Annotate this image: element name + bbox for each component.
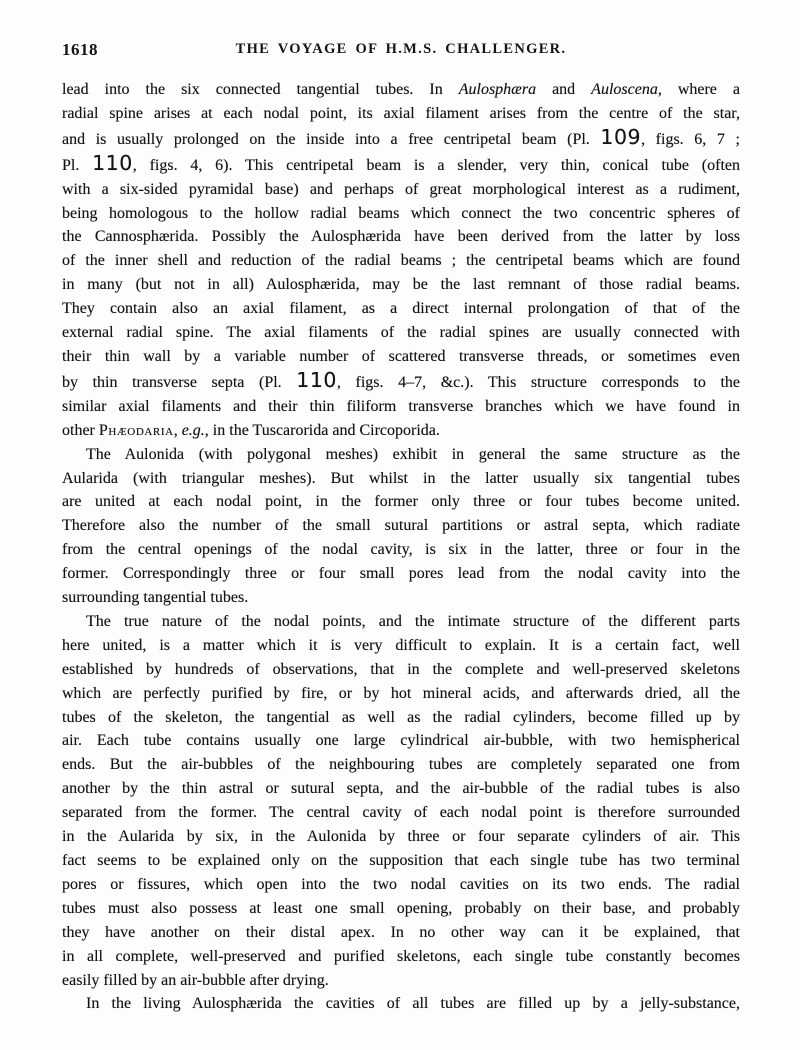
- text-line: [62, 249, 740, 273]
- text-run: which are perfectly purified by fire, or by hot mineral acids, and afterwards dried, all the: [62, 684, 740, 702]
- text-run: other: [62, 421, 99, 439]
- text-run: by thin transverse septa (Pl.: [62, 373, 297, 391]
- paragraph: [62, 443, 740, 610]
- text-run: easily filled by an air-bubble after drying.: [62, 971, 329, 989]
- text-line: [62, 562, 740, 586]
- text-run: The Aulonida (with polygonal meshes) exhibit in general the same structure as the: [86, 445, 740, 463]
- plate-number: 109: [600, 124, 642, 149]
- paragraph: [62, 992, 740, 1016]
- text-line: [62, 490, 740, 514]
- text-run: of the inner shell and reduction of the radial beams ; the centripetal beams which are found: [62, 252, 740, 270]
- text-run: , figs. 4–7, &c.). This structure corresponds to the: [336, 373, 741, 391]
- text-line: [62, 152, 740, 178]
- text-run: They contain also an axial filament, as a direct internal prolongation of that of the: [62, 300, 740, 318]
- text-line: [62, 658, 740, 682]
- text-run: , where a: [657, 81, 740, 98]
- text-line: [62, 825, 740, 849]
- text-line: [62, 395, 740, 419]
- text-line: [62, 777, 740, 801]
- text-line: [62, 273, 740, 297]
- text-run: pores or fissures, which open into the two nodal cavities on its two ends. The radial: [62, 875, 740, 893]
- text-run: with a six-sided pyramidal base) and perhaps of great morphological interest as a rudiment,: [62, 180, 740, 198]
- plate-number: 110: [296, 367, 337, 392]
- text-line: [62, 419, 740, 443]
- text-run: in the Aularida by six, in the Aulonida by three or four separate cylinders of air. This: [62, 828, 740, 846]
- text-run: Therefore also the number of the small sutural partitions or astral septa, which radiate: [62, 517, 740, 535]
- text-line: [62, 873, 740, 897]
- text-run: similar axial filaments and their thin filiform transverse branches which we have found in: [62, 397, 740, 415]
- text-line: [62, 849, 740, 873]
- text-run: The true nature of the nodal points, and the intimate structure of the different parts: [86, 612, 740, 630]
- text-run: the Cannosphærida. Possibly the Aulosphærida have been derived from the latter by loss: [62, 228, 740, 246]
- page-number: 1618: [62, 40, 98, 59]
- text-run: former. Correspondingly three or four small pores lead from the nodal cavity into the: [62, 565, 740, 583]
- text-line: [62, 369, 740, 395]
- text-line: [62, 729, 740, 753]
- text-run: being homologous to the hollow radial beams which connect the two concentric spheres of: [62, 204, 740, 222]
- text-run: In the living Aulosphærida the cavities of all tubes are filled up by a jelly-substance,: [86, 995, 740, 1013]
- text-run: Aularida (with triangular meshes). But whilst in the latter usually six tangential tubes: [62, 469, 740, 487]
- text-line: [62, 586, 740, 610]
- text-run: lead into the six connected tangential tubes. In: [62, 81, 459, 98]
- italic-text: e.g.: [181, 421, 205, 439]
- text-run: they have another on their distal apex. In no other way can it be explained, that: [62, 923, 740, 941]
- text-line: [62, 345, 740, 369]
- text-run: established by hundreds of observations, that in the complete and well-preserved skeletons: [62, 660, 740, 678]
- text-run: radial spine arises at each nodal point, its axial filament arises from the centre of the star,: [62, 104, 740, 122]
- text-run: air. Each tube contains usually one large cylindrical air-bubble, with two hemispherical: [62, 732, 740, 750]
- text-run: external radial spine. The axial filaments of the radial spines are usually connected with: [62, 324, 740, 342]
- text-run: here united, is a matter which it is very difficult to explain. It is a certain fact, well: [62, 636, 740, 654]
- text-line: [62, 706, 740, 730]
- text-line: [62, 992, 740, 1016]
- text-run: in many (but not in all) Aulosphærida, may be the last remnant of those radial beams.: [62, 276, 740, 294]
- text-run: tubes must also possess at least one small opening, probably on their base, and probably: [62, 899, 740, 917]
- text-line: [62, 102, 740, 126]
- text-line: [62, 610, 740, 634]
- text-run: from the central openings of the nodal cavity, is six in the latter, three or four in the: [62, 541, 740, 559]
- text-run: , figs. 4, 6). This centripetal beam is a slender, very thin, conical tube (often: [132, 156, 741, 174]
- text-run: another by the thin astral or sutural septa, and the air-bubble of the radial tubes is also: [62, 780, 740, 798]
- text-line: [62, 202, 740, 226]
- text-run: and: [536, 81, 592, 98]
- text-run: ends. But the air-bubbles of the neighbouring tubes are completely separated one from: [62, 756, 740, 774]
- text-line: [62, 969, 740, 993]
- text-line: [62, 801, 740, 825]
- running-head-title: THE VOYAGE OF H.M.S. CHALLENGER.: [235, 41, 567, 57]
- text-line: [62, 321, 740, 345]
- text-line: [62, 467, 740, 491]
- text-line: [62, 634, 740, 658]
- text-run: are united at each nodal point, in the former only three or four tubes become united.: [62, 493, 740, 511]
- paragraph: [62, 78, 740, 443]
- text-run: and is usually prolonged on the inside into a free centripetal beam (Pl.: [62, 130, 601, 148]
- text-run: separated from the former. The central cavity of each nodal point is therefore surrounded: [62, 804, 740, 822]
- text-run: , figs. 6, 7 ;: [641, 130, 740, 148]
- text-line: [62, 682, 740, 706]
- text-line: [62, 514, 740, 538]
- text-line: [62, 921, 740, 945]
- running-header: [62, 40, 740, 60]
- text-run: in all complete, well-preserved and purified skeletons, each single tube constantly becomes: [62, 947, 740, 965]
- text-line: [62, 297, 740, 321]
- text-run: their thin wall by a variable number of scattered transverse threads, or sometimes even: [62, 347, 740, 365]
- scanned-book-page: [62, 40, 741, 1013]
- text-run: surrounding tangential tubes.: [62, 589, 249, 607]
- text-line: [62, 178, 740, 202]
- italic-text: Aulosphæra: [458, 81, 537, 98]
- paragraph: [62, 610, 740, 993]
- text-line: [62, 126, 740, 152]
- text-line: [62, 78, 740, 102]
- italic-text: Auloscena: [591, 81, 658, 98]
- text-line: [62, 538, 740, 562]
- text-run: Pl.: [62, 156, 93, 174]
- text-run: fact seems to be explained only on the supposition that each single tube has two terminal: [62, 852, 740, 869]
- smallcaps-text: Phæodaria: [98, 421, 174, 439]
- text-line: [62, 225, 740, 249]
- plate-number: 110: [92, 150, 133, 175]
- text-block: [62, 78, 740, 1016]
- text-run: ,: [173, 421, 182, 439]
- text-run: , in the Tuscarorida and Circoporida.: [204, 421, 440, 439]
- text-line: [62, 443, 740, 467]
- text-line: [62, 897, 740, 921]
- text-line: [62, 753, 740, 777]
- text-run: tubes of the skeleton, the tangential as well as the radial cylinders, become filled up by: [62, 708, 740, 726]
- text-line: [62, 945, 740, 969]
